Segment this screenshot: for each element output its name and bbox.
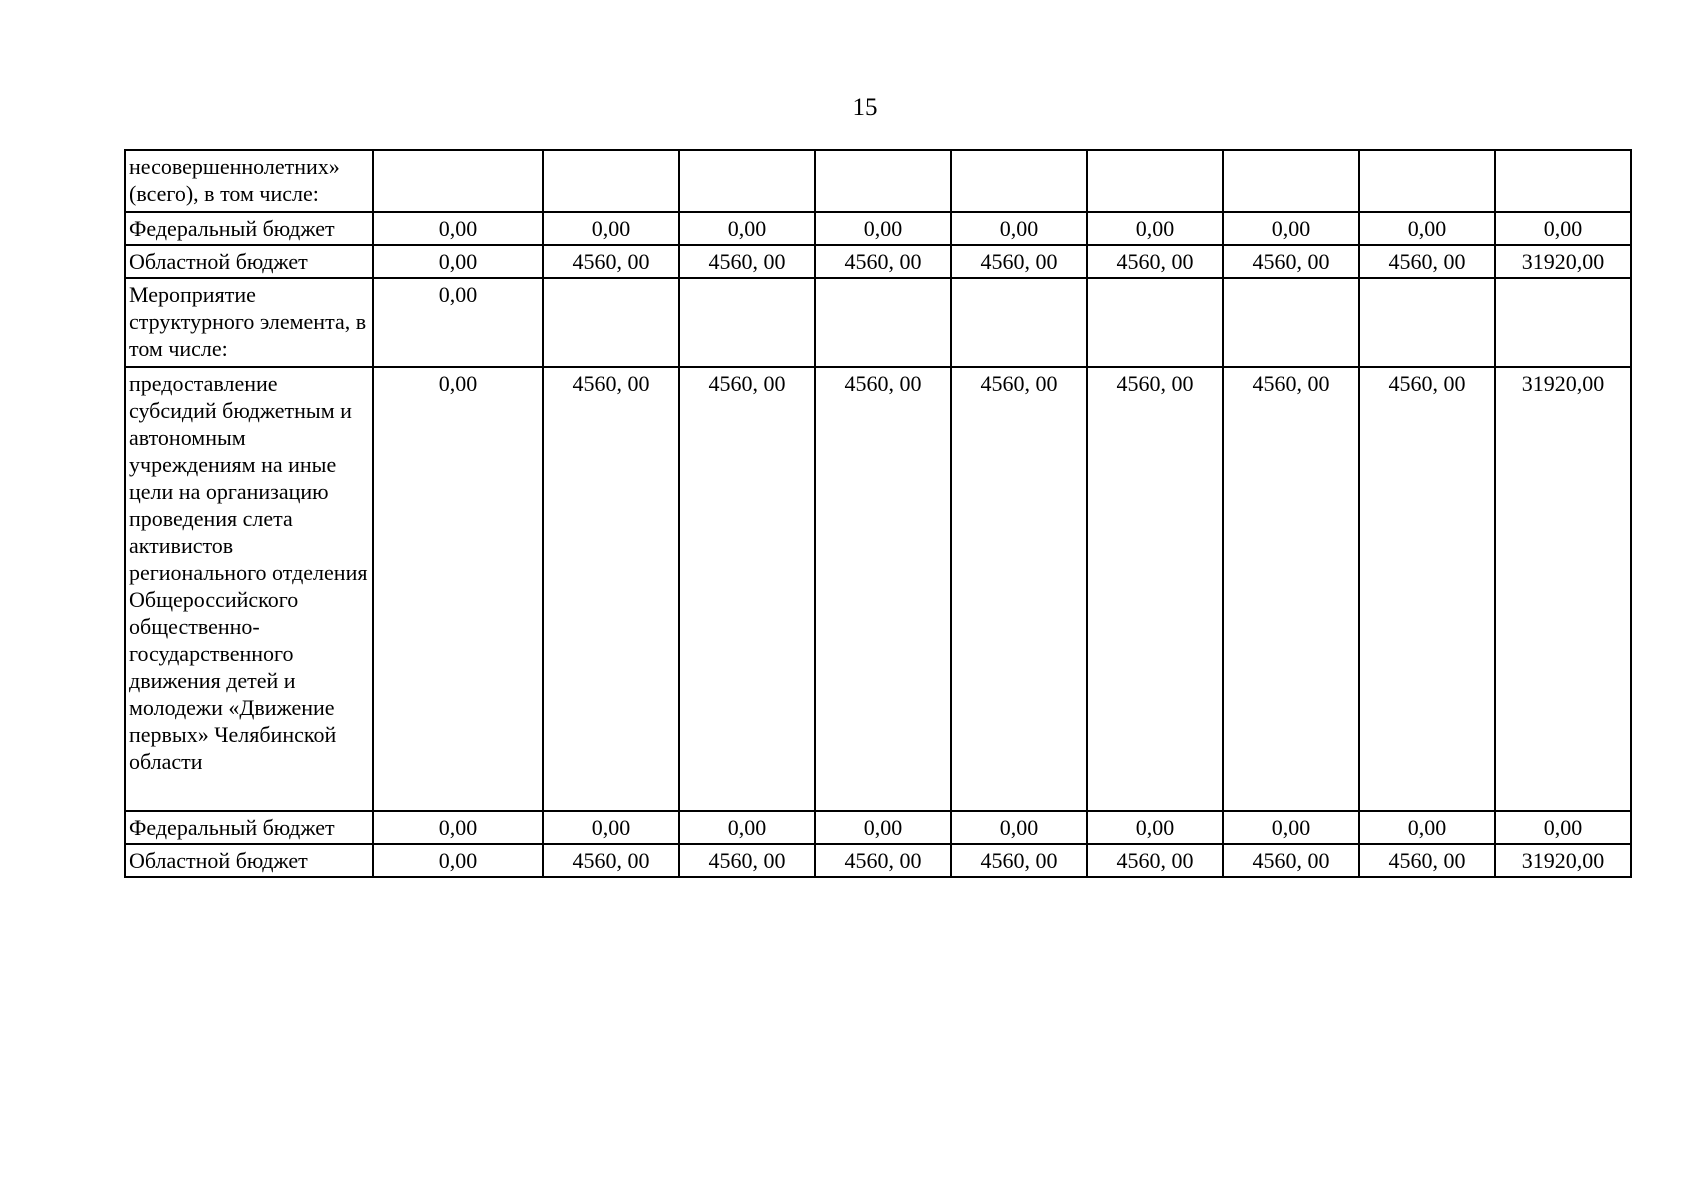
table-cell	[543, 150, 679, 212]
table-cell: 0,00	[679, 811, 815, 844]
table-cell: 4560, 00	[1359, 367, 1495, 811]
table-cell: 4560, 00	[1223, 245, 1359, 278]
table-cell: 0,00	[373, 844, 543, 877]
table-cell: 0,00	[1223, 811, 1359, 844]
row-label: Федеральный бюджет	[125, 811, 373, 844]
table-cell: 0,00	[1495, 212, 1631, 245]
table-cell: 4560, 00	[951, 367, 1087, 811]
table-row	[125, 844, 1631, 877]
table-cell: 0,00	[373, 367, 543, 811]
table-cell: 4560, 00	[1359, 245, 1495, 278]
table-cell: 4560, 00	[543, 844, 679, 877]
table-cell	[951, 150, 1087, 212]
table-cell: 0,00	[1495, 811, 1631, 844]
budget-table	[124, 149, 1632, 878]
table-cell	[1223, 150, 1359, 212]
table-cell: 4560, 00	[679, 245, 815, 278]
table-cell	[1495, 150, 1631, 212]
table-cell: 0,00	[373, 278, 543, 367]
table-cell: 4560, 00	[815, 844, 951, 877]
table-cell	[1223, 278, 1359, 367]
table-cell: 4560, 00	[543, 245, 679, 278]
table-cell: 4560, 00	[1223, 844, 1359, 877]
table-cell: 0,00	[1359, 212, 1495, 245]
table-cell: 4560, 00	[1087, 844, 1223, 877]
table-cell: 0,00	[373, 212, 543, 245]
table-row	[125, 367, 1631, 811]
row-label: Мероприятие структурного элемента, в том числе:	[125, 278, 373, 367]
table-cell: 0,00	[543, 811, 679, 844]
table-cell: 0,00	[815, 811, 951, 844]
table-cell: 4560, 00	[951, 844, 1087, 877]
table-row	[125, 245, 1631, 278]
row-label: несовершеннолетних» (всего), в том числе:	[125, 150, 373, 212]
table-cell: 4560, 00	[1087, 367, 1223, 811]
table-cell: 0,00	[1359, 811, 1495, 844]
table-cell: 4560, 00	[815, 245, 951, 278]
table-cell: 4560, 00	[1359, 844, 1495, 877]
table-cell	[373, 150, 543, 212]
table-row	[125, 212, 1631, 245]
table-cell: 0,00	[679, 212, 815, 245]
table-cell: 4560, 00	[951, 245, 1087, 278]
table-cell: 0,00	[373, 245, 543, 278]
table-cell: 0,00	[373, 811, 543, 844]
table-cell: 0,00	[1223, 212, 1359, 245]
table-cell: 0,00	[1087, 212, 1223, 245]
table-cell: 0,00	[951, 811, 1087, 844]
row-label: Федеральный бюджет	[125, 212, 373, 245]
table-cell	[543, 278, 679, 367]
table-row	[125, 150, 1631, 212]
table-cell	[815, 278, 951, 367]
table-cell: 4560, 00	[543, 367, 679, 811]
row-label: предоставление субсидий бюджетным и автономным учреждениям на иные цели на организацию проведения слета активистов регионального отделения Общероссийского общественно-государственного движения детей и молодежи «Движение первых» Челябинской области	[125, 367, 373, 811]
table-cell	[1087, 150, 1223, 212]
table-cell: 31920,00	[1495, 844, 1631, 877]
table-cell	[679, 278, 815, 367]
table-cell: 4560, 00	[679, 844, 815, 877]
row-label: Областной бюджет	[125, 844, 373, 877]
table-cell: 4560, 00	[1087, 245, 1223, 278]
table-cell: 0,00	[815, 212, 951, 245]
table-cell: 31920,00	[1495, 245, 1631, 278]
table-cell	[1495, 278, 1631, 367]
table-cell	[1359, 278, 1495, 367]
table-row	[125, 278, 1631, 367]
page-number: 15	[852, 94, 878, 121]
table-cell	[1087, 278, 1223, 367]
table-cell: 0,00	[543, 212, 679, 245]
table-cell: 0,00	[951, 212, 1087, 245]
table-cell	[1359, 150, 1495, 212]
table-row	[125, 811, 1631, 844]
table-cell: 4560, 00	[679, 367, 815, 811]
table-cell: 0,00	[1087, 811, 1223, 844]
row-label: Областной бюджет	[125, 245, 373, 278]
table-cell	[815, 150, 951, 212]
table-cell: 31920,00	[1495, 367, 1631, 811]
table-cell	[951, 278, 1087, 367]
table-cell: 4560, 00	[1223, 367, 1359, 811]
table-cell: 4560, 00	[815, 367, 951, 811]
table-cell	[679, 150, 815, 212]
